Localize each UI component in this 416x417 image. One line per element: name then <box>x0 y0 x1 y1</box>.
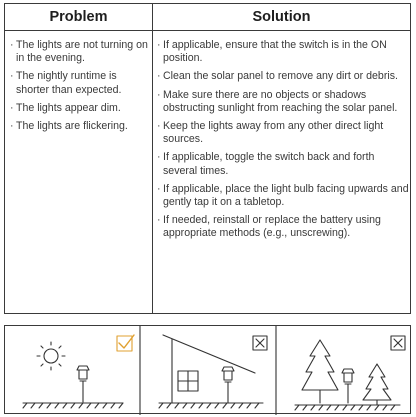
placement-illustrations <box>4 325 411 414</box>
cross-mark-icon <box>391 336 405 350</box>
problem-item: · The nightly runtime is shorter than expected. <box>10 70 148 96</box>
solar-light-icon <box>342 369 354 403</box>
problem-list <box>10 39 148 138</box>
house-shadow-icon <box>163 335 255 403</box>
troubleshooting-table <box>4 3 411 314</box>
solar-light-icon <box>222 367 234 403</box>
problem-item: · The lights are flickering. <box>10 120 148 133</box>
problem-item: · The lights appear dim. <box>10 102 148 115</box>
solution-list <box>157 39 409 246</box>
solution-item: · Clean the solar panel to remove any dirt or debris. <box>157 70 409 83</box>
solution-item: · Keep the lights away from any other direct light sources. <box>157 120 409 146</box>
ground-icon <box>159 403 263 408</box>
problem-header: Problem <box>49 9 108 25</box>
ground-icon <box>295 405 400 410</box>
solution-item: · If applicable, place the light bulb facing upwards and gently tap it on a tabletop. <box>157 183 409 209</box>
column-divider <box>152 4 153 313</box>
check-mark-icon <box>117 335 134 351</box>
solution-item: · If applicable, toggle the switch back and forth several times. <box>157 151 409 177</box>
solution-item: · Make sure there are no objects or shadows obstructing sunlight from reaching the solar panel. <box>157 89 409 115</box>
sun-icon <box>37 342 65 370</box>
ground-icon <box>23 403 123 408</box>
problem-item: · The lights are not turning on in the evening. <box>10 39 148 65</box>
header-divider <box>5 30 410 31</box>
solution-item: · If applicable, ensure that the switch is in the ON position. <box>157 39 409 65</box>
solar-light-icon <box>77 366 89 402</box>
cross-mark-icon <box>253 336 267 350</box>
solution-header: Solution <box>252 9 311 25</box>
solution-item: · If needed, reinstall or replace the battery using appropriate methods (e.g., unscrewing). <box>157 214 409 240</box>
